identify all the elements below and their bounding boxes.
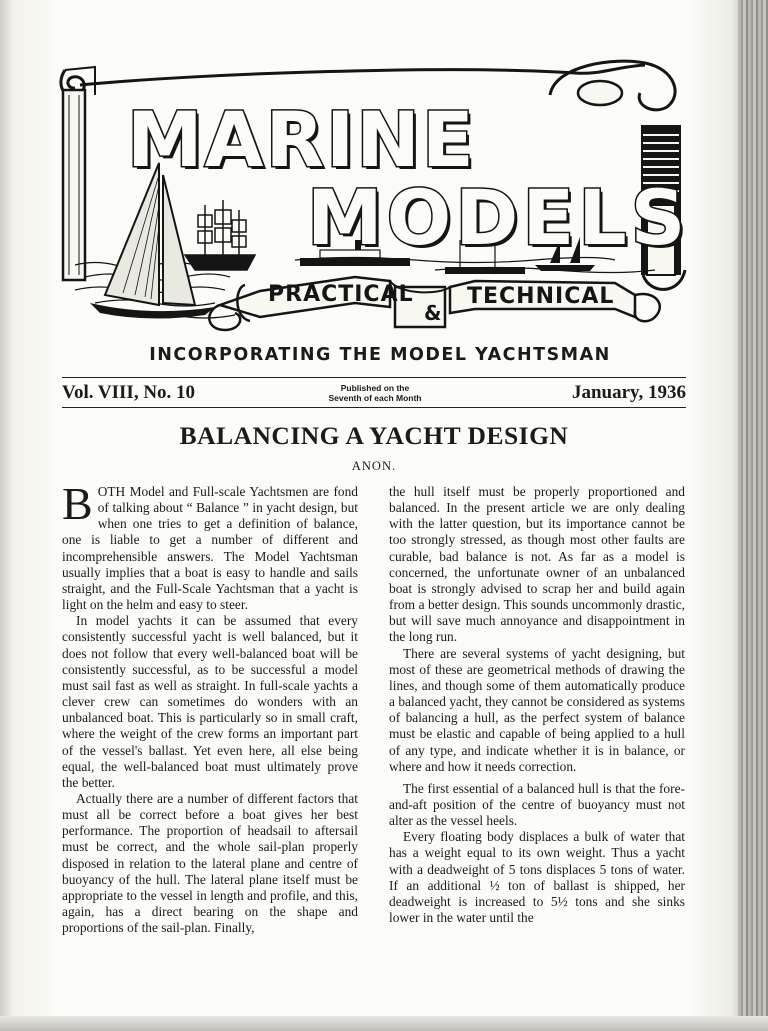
- article-paragraph: The first essential of a balanced hull is that the fore-and-aft position of the centre of buoyancy must not alter as the vessel heels.: [389, 780, 685, 829]
- masthead: [55, 55, 695, 345]
- header-rule-bottom: [62, 407, 686, 408]
- yacht-illustration: [90, 163, 215, 319]
- issue-date: January, 1936: [571, 382, 686, 403]
- article-paragraph: There are several systems of yacht designing, but most of these are geometrical methods of drawing the lines, and though some of them automatically produce a balanced yacht, they cannot be considered as systems of balancing a hull, as the perfect system of balance must be elastic and capable of being applied to a hull of any type, and indicate whether it is in balance, or where and how it needs correction.: [389, 645, 685, 774]
- masthead-title-models: MODELS: [307, 173, 690, 262]
- paragraph-text: OTH Model and Full-scale Yachtsmen are fond of talking about “ Balance ” in yacht design, but when one tries to get a definition of balance, one is liable to get a number of different and incomprehensible answers. The Model Yachtsman usually implies that a boat is easy to handle and sails straight, and the Full-Scale Yachtsman that a yacht is light on the helm and easy to steer.: [62, 484, 358, 613]
- publication-note: [300, 383, 450, 403]
- publication-note-line2: Seventh of each Month: [328, 393, 422, 403]
- volume-number: Vol. VIII, No. 10: [62, 382, 196, 403]
- publication-note-line1: Published on the: [340, 383, 410, 393]
- drop-cap: B: [62, 478, 93, 529]
- article-paragraph: [62, 478, 358, 613]
- masthead-title-marine: MARINE: [127, 95, 476, 184]
- article-paragraph: Every floating body displaces a bulk of water that has a weight equal to its own weight. Thus a yacht with a deadweight of 5 tons displaces 5 tons of water. If an additional ½ ton of ballast is shipped, her deadweight is increased to 5½ tons and she sinks lower in the water until the: [389, 829, 685, 926]
- article-title: BALANCING A YACHT DESIGN: [179, 421, 569, 450]
- banner-practical: PRACTICAL: [268, 282, 414, 307]
- book-spine-edge: [738, 0, 768, 1031]
- left-scroll-ornament: [61, 67, 95, 280]
- article-paragraph: the hull itself must be properly proportioned and balanced. In the present article we are only dealing with the latter question, but its importance cannot be too strongly stressed, as though most other faults are curable, bad balance is not. As far as a model is concerned, the unfortunate owner of an unbalanced boat is strongly advised to scrap her and build again from a better design. This sounds uncommonly drastic, but will save much annoyance and disappointment in the long run.: [389, 484, 685, 645]
- article-paragraph: In model yachts it can be assumed that every consistently successful yacht is well balanced, but it does not follow that every well-balanced boat will be consistently successful, as to be successful a model must sail fast as well as straight. In full-scale yachts a clever crew can sometimes do wonders with an unbalanced boat. This is particularly so in small craft, where the weight of the crew forms an important part of the vessel's ballast. Yet even here, all else being equal, the well-balanced boat must ultimately prove the better.: [62, 613, 358, 790]
- incorporating-line: INCORPORATING THE MODEL YACHTSMAN: [149, 345, 611, 365]
- header-rule-top: [62, 377, 686, 378]
- page-bottom-edge: [0, 1016, 768, 1031]
- galleon-illustration: [185, 200, 255, 270]
- article-column-left: [62, 478, 358, 936]
- article-paragraph: Actually there are a number of different factors that must all be correct before a boat gives her best performance. The proportion of headsail to aftersail must be correct, and the whole sail-plan properly disposed in relation to the lateral plane and centre of buoyancy of the hull. The lateral plane itself must be appropriate to the vessel in length and profile, and this, again, has a direct bearing on the shape and proportions of the sail-plan. Finally,: [62, 790, 358, 936]
- article-author: ANON.: [351, 459, 397, 473]
- article-column-right: [389, 484, 685, 926]
- banner-technical: TECHNICAL: [467, 284, 615, 309]
- banner-ampersand: &: [424, 301, 443, 325]
